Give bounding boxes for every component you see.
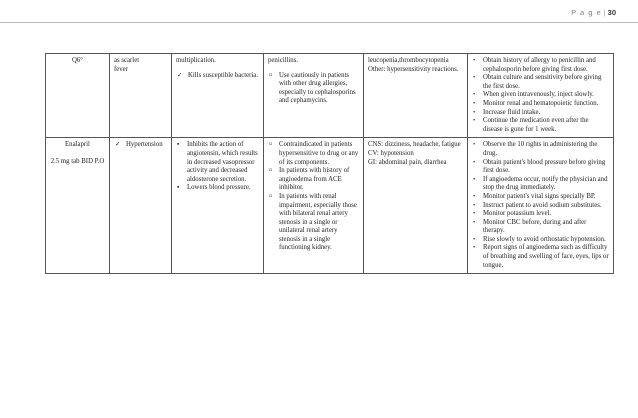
list-item (472, 100, 609, 109)
side-effect-line: GI: abdominal pain, diarrhea (368, 158, 447, 166)
side-effects-cell (364, 54, 468, 138)
list-item-text: Obtain culture and sensitivity before giving the first dose. (483, 74, 602, 90)
indication-cell (110, 138, 172, 274)
mechanism-cell (172, 54, 264, 138)
list-item-text: In patients with renal impairment, especially those with bilateral renal artery stenosis in a single or unilateral renal artery stenosis in a single functioning kidney. (279, 192, 357, 252)
side-effects-cell (364, 138, 468, 274)
list-item (114, 141, 167, 150)
list-item (472, 91, 609, 100)
side-effect-line: CNS: dizziness, headache, fatigue (368, 141, 461, 149)
list-item-text: Instruct patient to avoid sodium substitutes. (483, 201, 602, 209)
indication-line: as scarlet (114, 57, 140, 64)
bullet-list (472, 57, 609, 134)
header-rule (0, 22, 638, 23)
side-effect-line: CV: hypotension (368, 149, 414, 157)
side-effect-line: Other: hypersensitivity reactions. (368, 65, 459, 73)
bullet-list (176, 141, 259, 193)
list-item (176, 141, 259, 184)
list-item-text: Use cautiously in patients with other drug allergies, especially to cephalosporins and cephamycins. (279, 71, 356, 105)
page-number: P a g e | 30 (571, 8, 616, 17)
list-item (268, 193, 359, 253)
list-item (472, 117, 609, 134)
list-item-text: Increase fluid intake. (483, 108, 541, 116)
list-item (472, 193, 609, 202)
list-item-text: When given intravenously, inject slowly. (483, 91, 594, 99)
page-header (0, 0, 638, 22)
dot-bullet-icon: • (473, 235, 476, 243)
list-item-text: Inhibits the action of angiotensin, which results in decreased vasopressor activity and decreased aldosterone secretion. (187, 141, 258, 183)
indication-line: fever (114, 65, 128, 73)
list-item-text: Monitor potassium level. (483, 210, 552, 218)
list-item-text: Continue the medication even after the disease is gone for 1 week. (483, 117, 589, 133)
square-bullet-icon: ▪ (177, 184, 180, 192)
dot-bullet-icon: • (473, 99, 476, 107)
bullet-list (114, 141, 167, 150)
bullet-list (472, 141, 609, 270)
dot-bullet-icon: • (473, 117, 476, 125)
bullet-list (268, 72, 359, 106)
list-item (472, 159, 609, 176)
list-item-text: If angioedema occur, notify the physician and stop the drug immediately. (483, 175, 608, 192)
contra-bullet-icon: ¤ (269, 192, 273, 200)
contraindication-line: penicillins. (268, 57, 299, 64)
list-item (268, 72, 359, 106)
list-item-text: Monitor patient's vital signs specially BP. (483, 192, 596, 200)
list-item-text: In patients with history of angioedema from ACE inhibitor. (279, 167, 350, 192)
mechanism-line: multiplication. (176, 57, 216, 64)
list-item (472, 109, 609, 118)
list-item (472, 74, 609, 91)
drug-name-line: Enalapril (65, 141, 90, 149)
list-item-text: Rise slowly to avoid orthostatic hypotension. (483, 235, 606, 243)
contra-bullet-icon: ¤ (269, 167, 273, 175)
square-bullet-icon: ▪ (177, 141, 180, 149)
dot-bullet-icon: • (473, 57, 476, 64)
list-item (176, 184, 259, 193)
dot-bullet-icon: • (473, 218, 476, 226)
table-row (46, 138, 614, 274)
list-item-text: Monitor CBC before, during and after therapy. (483, 218, 587, 235)
contraindication-cell (264, 138, 364, 274)
contra-bullet-icon: ¤ (269, 141, 273, 149)
dot-bullet-icon: • (473, 192, 476, 200)
contra-bullet-icon: ¤ (269, 71, 273, 79)
list-item-text: Hypertension (126, 141, 163, 149)
drug-name-line: 2.5 mg tab BID P.O (50, 157, 105, 165)
list-item-text: Kills susceptible bacteria. (188, 71, 259, 79)
dot-bullet-icon: • (473, 74, 476, 82)
list-item (472, 176, 609, 193)
dot-bullet-icon: • (473, 244, 476, 252)
list-item-text: Obtain patient's blood pressure before giving first dose. (483, 158, 606, 175)
drug-name-cell (46, 54, 110, 138)
contraindication-cell (264, 54, 364, 138)
check-mark-icon: ✓ (177, 71, 183, 79)
list-item (472, 57, 609, 74)
dot-bullet-icon: • (473, 141, 476, 149)
drug-study-table (45, 53, 614, 274)
list-item (472, 202, 609, 211)
list-item-text: Lowers blood pressure. (187, 184, 251, 192)
nursing-responsibilities-cell (468, 54, 614, 138)
list-item (472, 141, 609, 158)
list-item-text: Obtain history of allergy to penicillin and cephalosporin before giving first dose. (483, 57, 596, 73)
list-item-text: Monitor renal and hematopoietic function. (483, 99, 599, 107)
dot-bullet-icon: • (473, 158, 476, 166)
dot-bullet-icon: • (473, 175, 476, 183)
list-item (472, 210, 609, 219)
check-mark-icon: ✓ (115, 141, 121, 149)
drug-name-cell (46, 138, 110, 274)
dot-bullet-icon: • (473, 210, 476, 218)
dot-bullet-icon: • (473, 201, 476, 209)
drug-name-line: Q6° (71, 57, 84, 64)
dot-bullet-icon: • (473, 91, 476, 99)
mechanism-cell (172, 138, 264, 274)
list-item (268, 167, 359, 193)
list-item (472, 236, 609, 245)
side-effect-line: leucopenia,thrombocytopenia (368, 57, 449, 64)
bullet-list (268, 141, 359, 253)
dot-bullet-icon: • (473, 108, 476, 116)
nursing-responsibilities-cell (468, 138, 614, 274)
list-item (472, 219, 609, 236)
list-item (268, 141, 359, 167)
list-item-text: Observe the 10 rights in administering the drug. (483, 141, 598, 157)
list-item-text: Report signs of angioedema such as difficulty of breathing and swelling of face, eyes, lips or tongue. (483, 244, 609, 269)
list-item-text: Contraindicated in patients hypersensitive to drug or any of its components. (279, 141, 359, 166)
bullet-list (176, 72, 259, 81)
indication-cell (110, 54, 172, 138)
list-item (472, 244, 609, 270)
list-item (176, 72, 259, 81)
table-row (46, 54, 614, 138)
